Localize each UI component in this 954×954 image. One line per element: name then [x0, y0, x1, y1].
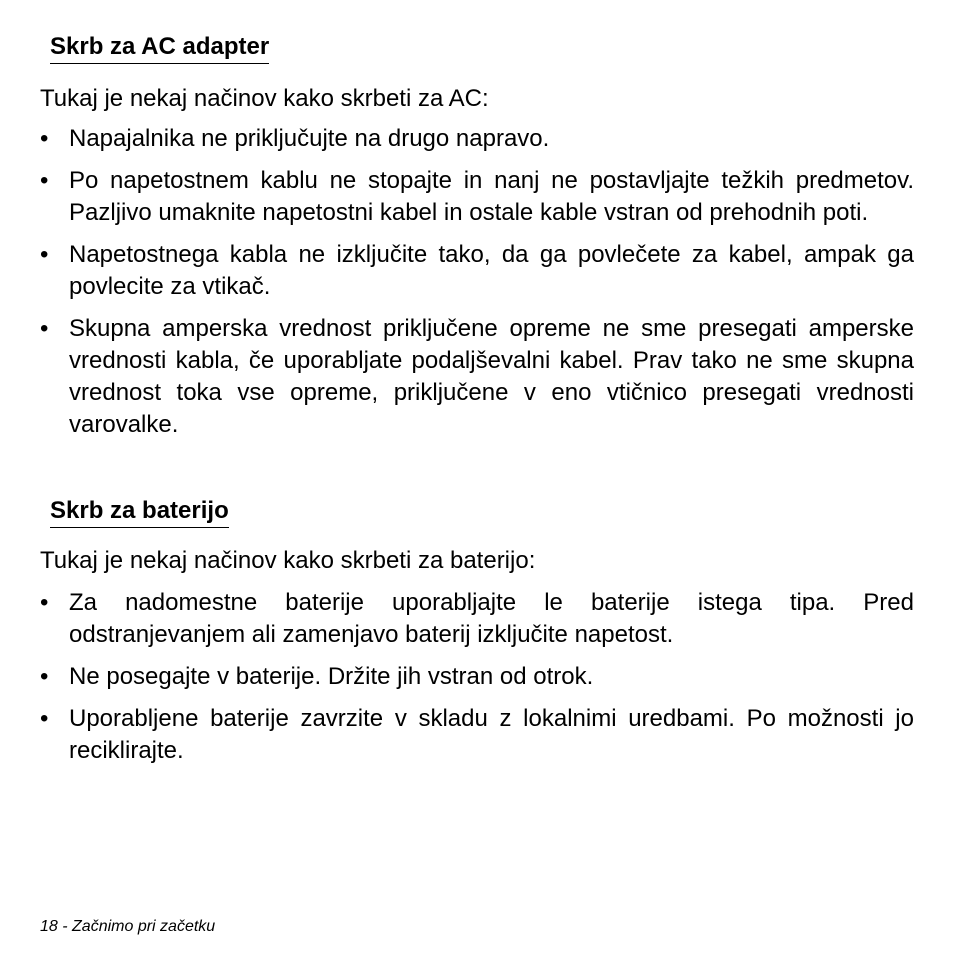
bullet-icon: •: [40, 663, 49, 690]
list-item: [40, 123, 914, 155]
list-item: [40, 661, 914, 693]
list-item-text: Uporabljene baterije zavrzite v skladu z lokalnimi uredbami. Po možnosti jo reciklirajte.: [69, 705, 914, 764]
list-item: [40, 313, 914, 441]
page-footer: 18 - Začnimo pri začetku: [40, 918, 216, 935]
list-item-text: Za nadomestne baterije uporabljajte le baterije istega tipa. Pred odstranjevanjem ali zamenjavo baterij izključite napetost.: [69, 589, 914, 648]
list-item-text: Ne posegajte v baterije. Držite jih vstran od otrok.: [69, 663, 594, 690]
section-intro-ac-adapter: Tukaj je nekaj načinov kako skrbeti za AC:: [40, 85, 489, 112]
list-item-text: Napajalnika ne priključujte na drugo napravo.: [69, 125, 550, 152]
list-item: [40, 239, 914, 303]
bullet-list-ac-adapter: [40, 123, 914, 451]
list-item: [40, 165, 914, 229]
bullet-icon: •: [40, 315, 49, 342]
bullet-icon: •: [40, 167, 49, 194]
list-item-text: Skupna amperska vrednost priključene opreme ne sme presegati amperske vrednosti kabla, če uporabljate podaljševalni kabel. Prav tako ne sme skupna vrednost toka vse opreme, priključene v eno vtičnico presegati vrednosti varovalke.: [69, 315, 914, 438]
section-intro-battery: Tukaj je nekaj načinov kako skrbeti za baterijo:: [40, 547, 536, 574]
section-heading-ac-adapter: Skrb za AC adapter: [50, 33, 269, 64]
bullet-icon: •: [40, 241, 49, 268]
list-item: [40, 587, 914, 651]
list-item-text: Napetostnega kabla ne izključite tako, da ga povlečete za kabel, ampak ga povlecite za vtikač.: [69, 241, 914, 300]
bullet-icon: •: [40, 589, 49, 616]
bullet-list-battery: [40, 587, 914, 777]
bullet-icon: •: [40, 125, 49, 152]
bullet-icon: •: [40, 705, 49, 732]
section-heading-battery: Skrb za baterijo: [50, 497, 229, 528]
list-item-text: Po napetostnem kablu ne stopajte in nanj ne postavljajte težkih predmetov. Pazljivo umaknite napetostni kabel in ostale kable vstran od prehodnih poti.: [69, 167, 914, 226]
list-item: [40, 703, 914, 767]
